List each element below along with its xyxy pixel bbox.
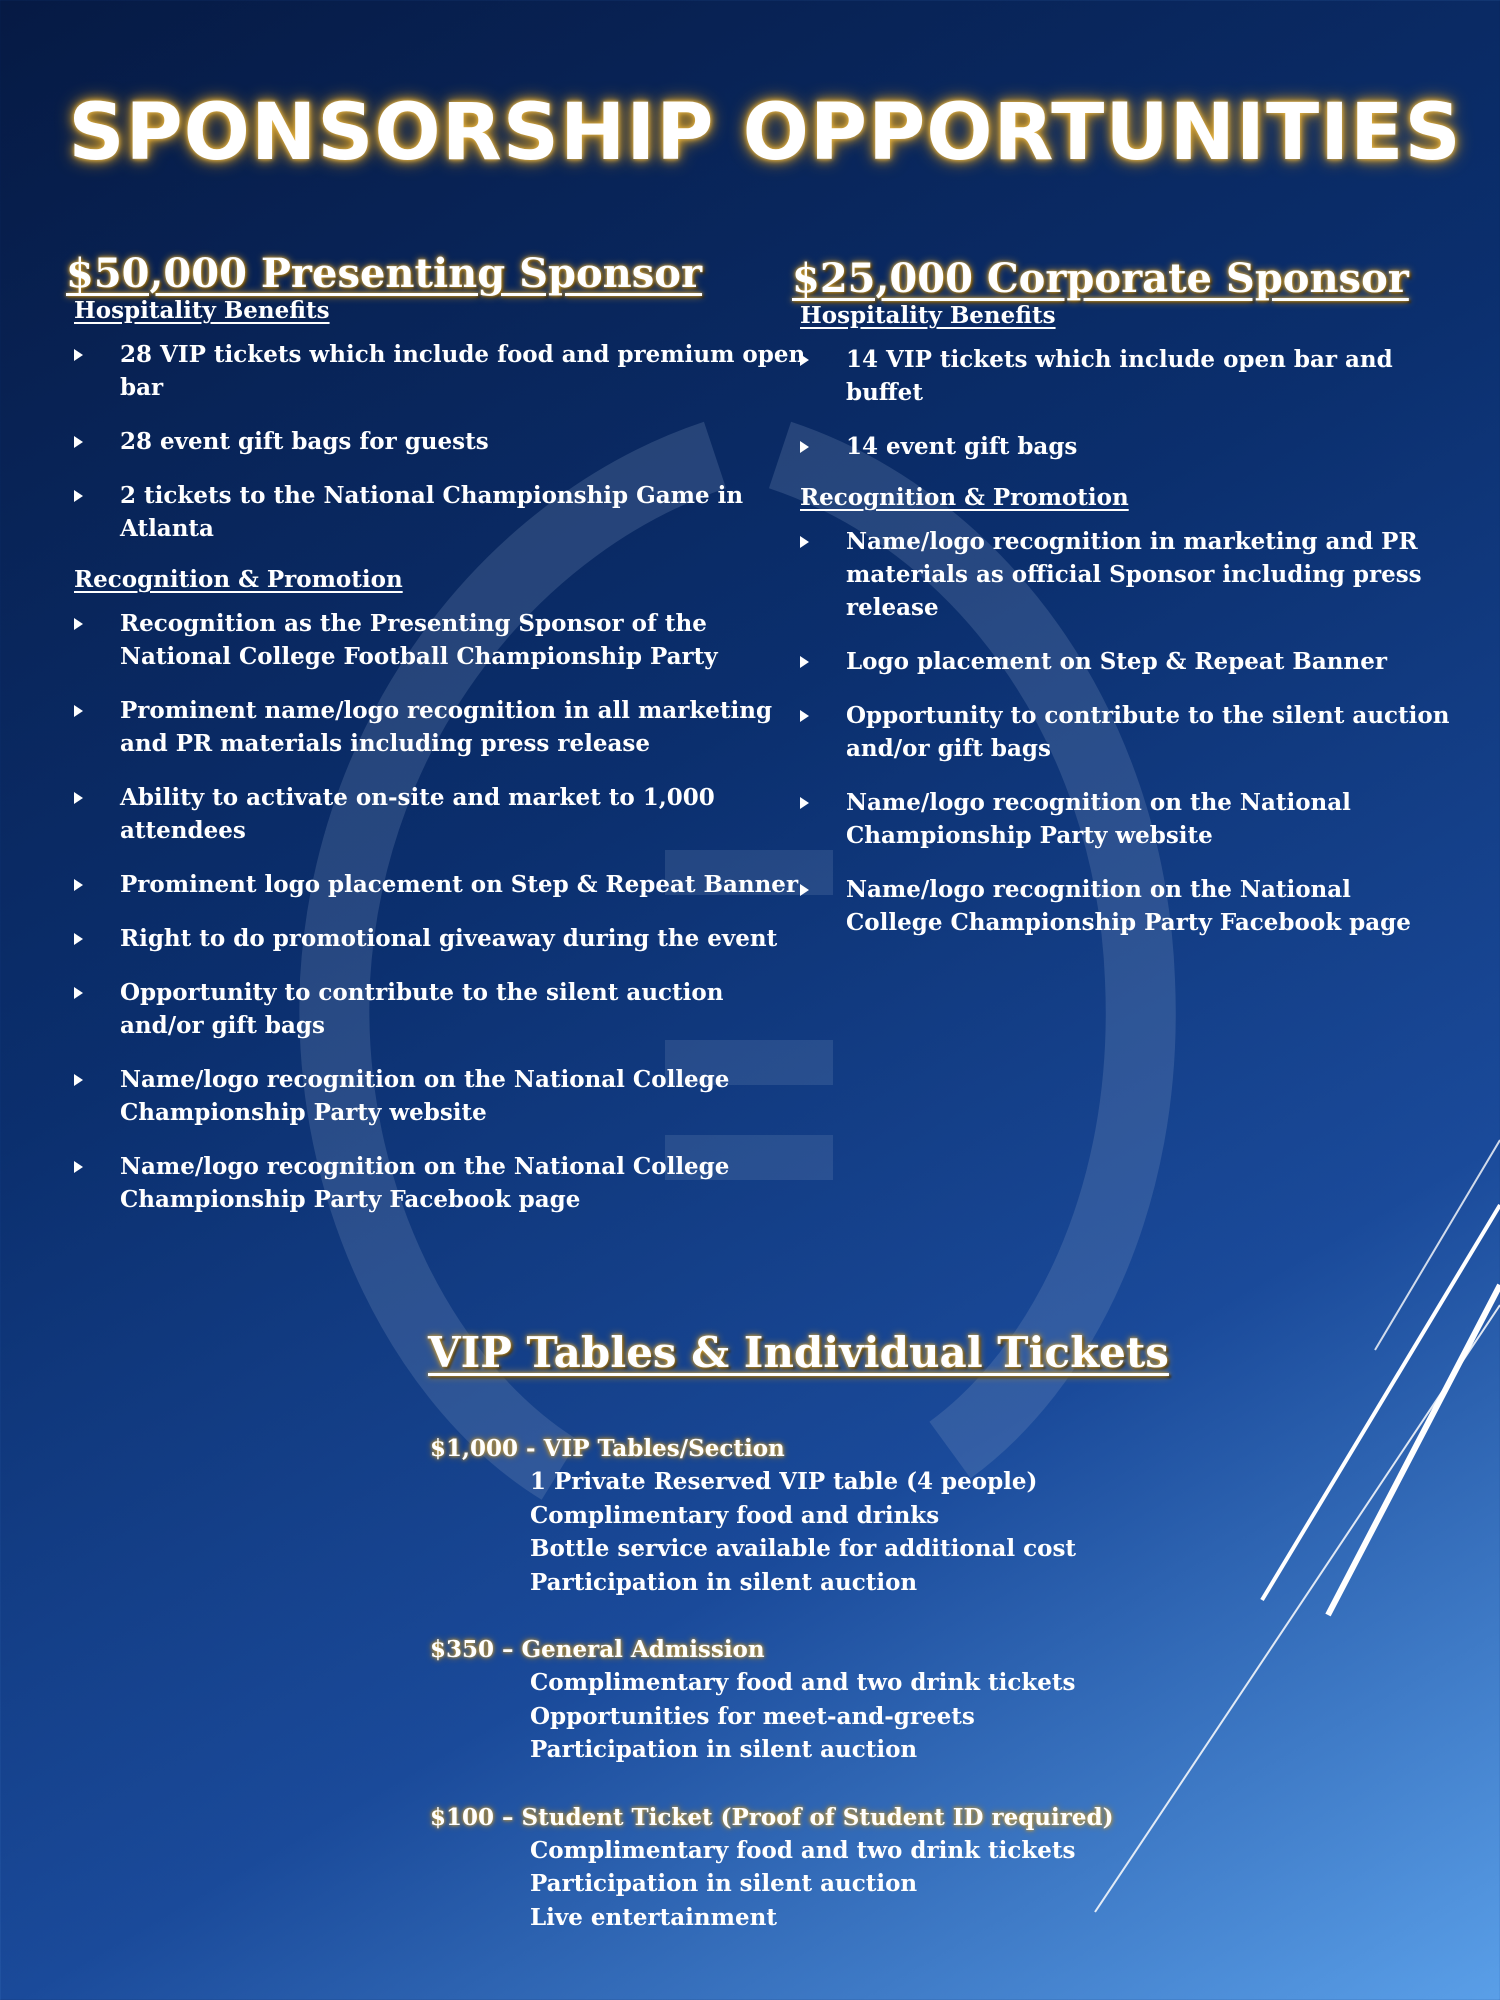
list-item: [74, 781, 806, 847]
tier-item: Participation in silent auction: [530, 1736, 918, 1763]
tier-title: $1,000 - VIP Tables/Section: [430, 1435, 785, 1462]
bullet-arrow-icon: [74, 1074, 83, 1086]
list-item: [74, 479, 806, 545]
bullet-arrow-icon: [74, 792, 83, 804]
list-item: [74, 868, 806, 901]
list-item: [74, 1150, 806, 1216]
list-item-text: 28 VIP tickets which include food and premium open bar: [120, 341, 806, 401]
ticket-tiers: [430, 1432, 1130, 1968]
ticket-tier-vip-table: [430, 1432, 1130, 1599]
bullet-arrow-icon: [74, 933, 83, 945]
tier-item: 1 Private Reserved VIP table (4 people): [530, 1468, 1038, 1495]
bullet-arrow-icon: [74, 490, 83, 502]
tier-title: $100 – Student Ticket (Proof of Student ID required): [430, 1803, 1114, 1831]
list-item-text: 28 event gift bags for guests: [120, 428, 489, 455]
bullet-arrow-icon: [800, 441, 809, 453]
tier-item: Complimentary food and drinks: [530, 1501, 940, 1529]
list-item: [74, 922, 806, 955]
list-item-text: Logo placement on Step & Repeat Banner: [846, 648, 1387, 675]
list-item-text: Opportunity to contribute to the silent auction and/or gift bags: [120, 979, 724, 1039]
bullet-arrow-icon: [74, 879, 83, 891]
list-item: [74, 694, 806, 760]
presenting-recognition-list: [74, 607, 806, 1216]
presenting-sponsor-heading: $50,000 Presenting Sponsor: [66, 250, 703, 297]
tier-title: $350 – General Admission: [430, 1636, 765, 1663]
presenting-hospitality-heading: Hospitality Benefits: [74, 297, 330, 324]
list-item: [800, 699, 1452, 765]
list-item-text: Prominent logo placement on Step & Repeat Banner: [120, 871, 799, 898]
presenting-recognition-heading: Recognition & Promotion: [74, 566, 403, 593]
list-item-text: Name/logo recognition on the National College Championship Party website: [120, 1066, 730, 1126]
tier-item: Complimentary food and two drink tickets: [530, 1669, 1076, 1696]
vip-tickets-heading: VIP Tables & Individual Tickets: [428, 1328, 1169, 1377]
list-item-text: 14 VIP tickets which include open bar and buffet: [846, 346, 1393, 406]
list-item-text: 2 tickets to the National Championship Game in Atlanta: [120, 482, 744, 542]
list-item-text: Opportunity to contribute to the silent auction and/or gift bags: [846, 702, 1450, 762]
tier-item: Participation in silent auction: [530, 1870, 918, 1897]
list-item-text: Name/logo recognition on the National Championship Party website: [846, 789, 1351, 849]
bullet-arrow-icon: [800, 710, 809, 722]
list-item-text: Prominent name/logo recognition in all marketing and PR materials including press release: [120, 697, 773, 757]
corporate-hospitality-list: [800, 343, 1452, 463]
list-item-text: 14 event gift bags: [846, 433, 1078, 460]
list-item-text: Recognition as the Presenting Sponsor of the National College Football Championship Party: [120, 610, 718, 670]
bullet-arrow-icon: [74, 1161, 83, 1173]
list-item: [800, 343, 1452, 409]
page-title: SPONSORSHIP OPPORTUNITIES: [68, 88, 1462, 178]
bullet-arrow-icon: [74, 987, 83, 999]
list-item: [800, 430, 1452, 463]
corporate-sponsor-heading: $25,000 Corporate Sponsor: [792, 255, 1409, 302]
list-item-text: Name/logo recognition in marketing and PR materials as official Sponsor including press release: [846, 528, 1422, 621]
bullet-arrow-icon: [74, 705, 83, 717]
bullet-arrow-icon: [74, 436, 83, 448]
ticket-tier-student: [430, 1801, 1130, 1935]
list-item: [74, 1063, 806, 1129]
corporate-recognition-list: [800, 525, 1452, 939]
list-item: [74, 338, 806, 404]
tier-item: Opportunities for meet-and-greets: [530, 1702, 975, 1730]
list-item-text: Ability to activate on-site and market to 1,000 attendees: [120, 784, 715, 844]
list-item: [74, 425, 806, 458]
tier-item: Participation in silent auction: [530, 1568, 918, 1596]
list-item: [74, 976, 806, 1042]
corporate-recognition-heading: Recognition & Promotion: [800, 484, 1129, 511]
tier-item: Live entertainment: [530, 1903, 777, 1931]
list-item: [74, 607, 806, 673]
corporate-hospitality-heading: Hospitality Benefits: [800, 302, 1056, 329]
tier-item: Bottle service available for additional cost: [530, 1535, 1077, 1562]
list-item-text: Name/logo recognition on the National College Championship Party Facebook page: [120, 1153, 730, 1213]
presenting-sponsor-section: [66, 250, 806, 1237]
corporate-sponsor-section: [792, 255, 1452, 960]
list-item-text: Name/logo recognition on the National College Championship Party Facebook page: [846, 876, 1411, 936]
bullet-arrow-icon: [74, 618, 83, 630]
bullet-arrow-icon: [800, 797, 809, 809]
bullet-arrow-icon: [800, 656, 809, 668]
ticket-tier-general-admission: [430, 1633, 1130, 1767]
bullet-arrow-icon: [800, 884, 809, 896]
list-item: [800, 786, 1452, 852]
bullet-arrow-icon: [800, 536, 809, 548]
list-item: [800, 645, 1452, 678]
list-item-text: Right to do promotional giveaway during the event: [120, 925, 778, 952]
list-item: [800, 525, 1452, 624]
presenting-hospitality-list: [74, 338, 806, 545]
list-item: [800, 873, 1452, 939]
bullet-arrow-icon: [74, 349, 83, 361]
tier-item: Complimentary food and two drink tickets: [530, 1836, 1076, 1864]
bullet-arrow-icon: [800, 354, 809, 366]
